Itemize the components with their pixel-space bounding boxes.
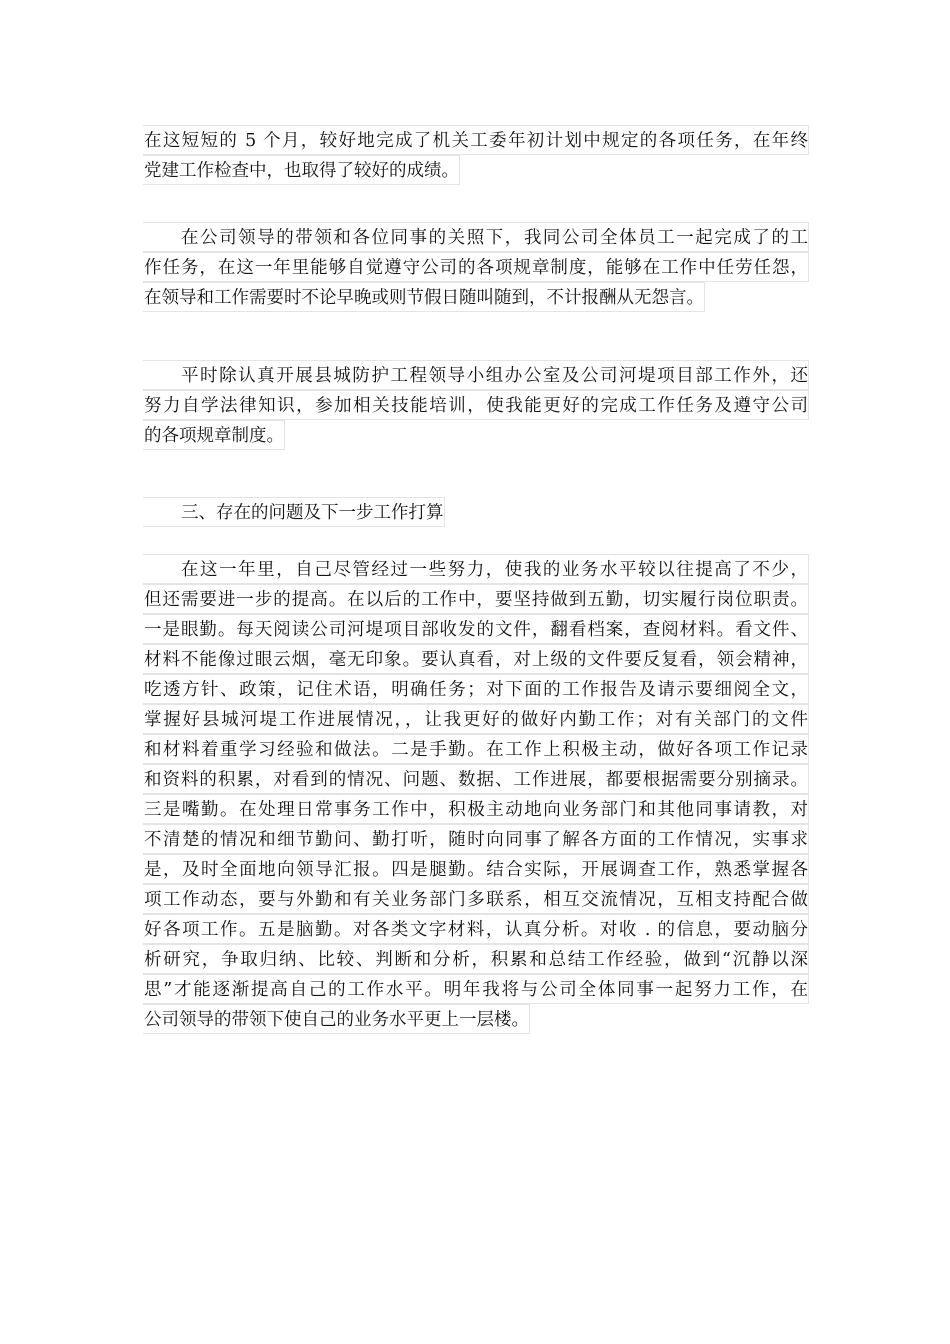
text-line: 和资料的积累，对看到的情况、问题、数据、工作进展，都要根据需要分别摘录。 [143, 764, 809, 794]
paragraph-5 [143, 554, 809, 1038]
text-line: 一是眼勤。每天阅读公司河堤项目部收发的文件，翻看档案，查阅材料。看文件、 [143, 614, 809, 644]
text-line: 在公司领导的带领和各位同事的关照下，我同公司全体员工一起完成了的工 [143, 222, 809, 252]
section-heading [143, 497, 809, 531]
paragraph-3 [143, 360, 809, 454]
text-line: 析研究，争取归纳、比较、判断和分析，积累和总结工作经验，做到“沉静以深 [143, 944, 809, 974]
text-line: 的各项规章制度。 [143, 420, 285, 450]
text-line: 但还需要进一步的提高。在以后的工作中，要坚持做到五勤，切实履行岗位职责。 [143, 584, 809, 614]
text-line: 项工作动态，要与外勤和有关业务部门多联系，相互交流情况，互相支持配合做 [143, 884, 809, 914]
text-line: 掌握好县城河堤工作进展情况，，让我更好的做好内勤工作；对有关部门的文件 [143, 704, 809, 734]
paragraph-1 [143, 125, 809, 189]
text-line: 和材料着重学习经验和做法。二是手勤。在工作上积极主动，做好各项工作记录 [143, 734, 809, 764]
text-line: 平时除认真开展县城防护工程领导小组办公室及公司河堤项目部工作外，还 [143, 360, 809, 390]
text-line: 努力自学法律知识，参加相关技能培训，使我能更好的完成工作任务及遵守公司 [143, 390, 809, 420]
text-line: 在这一年里，自己尽管经过一些努力，使我的业务水平较以往提高了不少， [143, 554, 809, 584]
heading-line: 三、存在的问题及下一步工作打算 [143, 497, 445, 527]
text-line: 思”才能逐渐提高自己的工作水平。明年我将与公司全体同事一起努力工作，在 [143, 974, 809, 1004]
text-line: 公司领导的带领下使自己的业务水平更上一层楼。 [143, 1004, 530, 1034]
text-line: 在领导和工作需要时不论早晚或则节假日随叫随到，不计报酬从无怨言。 [143, 282, 705, 312]
text-line: 吃透方针、政策，记住术语，明确任务；对下面的工作报告及请示要细阅全文， [143, 674, 809, 704]
text-line: 三是嘴勤。在处理日常事务工作中，积极主动地向业务部门和其他同事请教，对 [143, 794, 809, 824]
paragraph-2 [143, 222, 809, 316]
text-line: 党建工作检查中，也取得了较好的成绩。 [143, 155, 460, 185]
text-line: 好各项工作。五是脑勤。对各类文字材料，认真分析。对收 . 的信息，要动脑分 [143, 914, 809, 944]
text-line: 材料不能像过眼云烟，毫无印象。要认真看，对上级的文件要反复看，领会精神， [143, 644, 809, 674]
text-line: 是，及时全面地向领导汇报。四是腿勤。结合实际，开展调查工作，熟悉掌握各 [143, 854, 809, 884]
text-line: 作任务，在这一年里能够自觉遵守公司的各项规章制度，能够在工作中任劳任怨， [143, 252, 809, 282]
text-line: 不清楚的情况和细节勤问、勤打听，随时向同事了解各方面的工作情况，实事求 [143, 824, 809, 854]
text-line: 在这短短的 5 个月，较好地完成了机关工委年初计划中规定的各项任务，在年终 [143, 125, 809, 155]
